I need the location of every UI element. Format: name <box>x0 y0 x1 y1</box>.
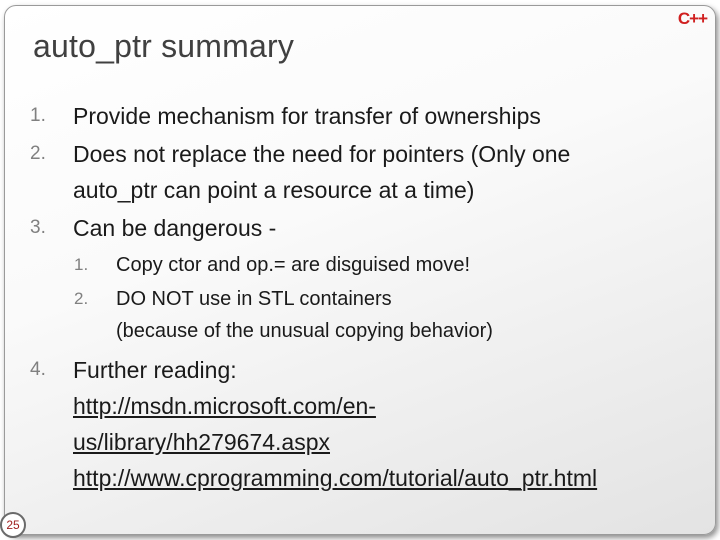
list-text: auto_ptr can point a resource at a time) <box>73 177 475 203</box>
page-number-badge: 25 <box>0 512 26 538</box>
list-item <box>30 136 571 208</box>
list-item <box>30 352 598 496</box>
slide <box>4 5 716 535</box>
list-text: Copy ctor and op.= are disguised move! <box>116 254 471 276</box>
list-number: 2. <box>74 289 89 308</box>
cpp-logo: C++ <box>677 9 707 28</box>
list-item <box>30 98 541 134</box>
list-text: Can be dangerous - <box>73 215 277 241</box>
slide-title: auto_ptr summary <box>33 28 295 64</box>
list-item <box>30 210 277 246</box>
list-number: 3. <box>30 217 46 238</box>
list-text: DO NOT use in STL containers <box>116 288 392 310</box>
list-text: Does not replace the need for pointers (Only one <box>73 141 571 167</box>
link-cprogramming[interactable]: http://www.cprogramming.com/tutorial/auto_ptr.html <box>73 465 598 491</box>
link-msdn-cont[interactable]: us/library/hh279674.aspx <box>73 429 330 455</box>
list-number: 2. <box>30 143 46 164</box>
list-text: (because of the unusual copying behavior) <box>116 320 493 342</box>
link-msdn[interactable]: http://msdn.microsoft.com/en- <box>73 393 376 419</box>
sub-list-item <box>74 283 493 347</box>
sub-list-item <box>74 249 471 281</box>
list-text: Further reading: <box>73 357 237 383</box>
list-text: Provide mechanism for transfer of ownerships <box>73 103 541 129</box>
list-number: 4. <box>30 359 46 380</box>
list-number: 1. <box>30 105 46 126</box>
list-number: 1. <box>74 255 89 274</box>
